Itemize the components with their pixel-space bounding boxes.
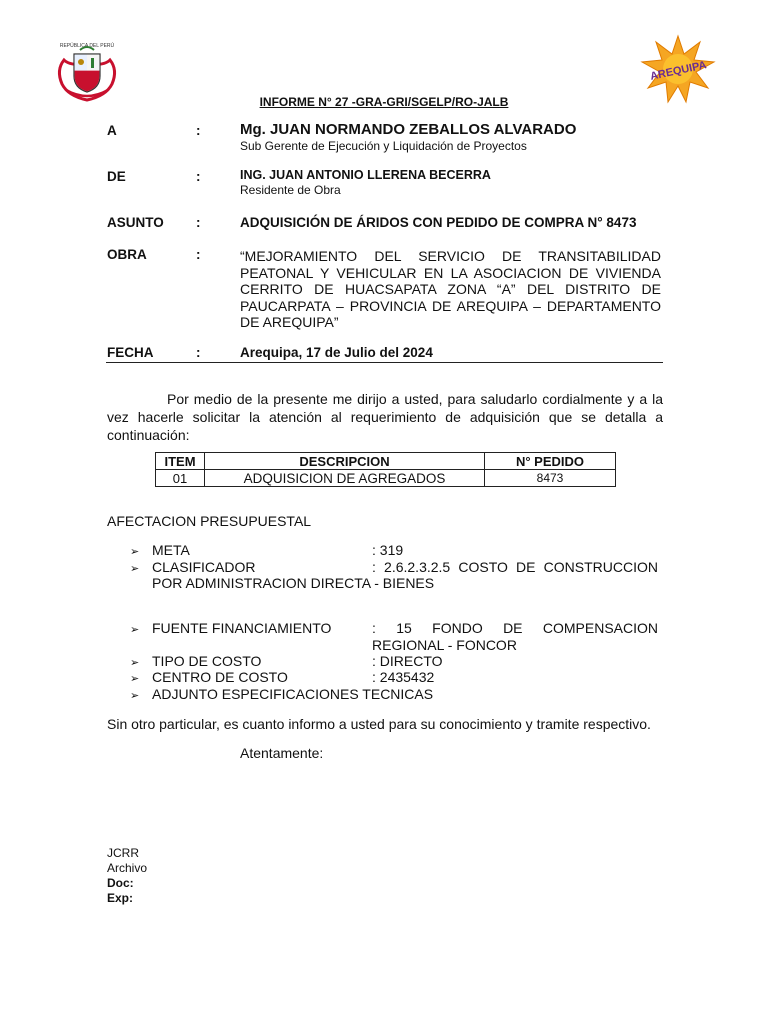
arrow-bullet-icon: ➢ [130, 563, 140, 575]
a-colon: : [196, 123, 201, 138]
centro-value: : 2435432 [372, 669, 435, 685]
list-item [130, 542, 190, 561]
fuente-label: FUENTE FINANCIAMIENTO [152, 620, 332, 636]
arrow-bullet-icon: ➢ [130, 546, 140, 558]
clasificador-label: CLASIFICADOR [152, 559, 256, 575]
informe-number: INFORME N° 27 -GRA-GRI/SGELP/RO-JALB [259, 95, 509, 109]
footer-archivo: Archivo [107, 861, 148, 875]
recipient-name: Mg. JUAN NORMANDO ZEBALLOS ALVARADO [240, 121, 577, 138]
de-label: DE [107, 169, 126, 184]
clasificador-value: : 2.6.2.3.2.5 COSTO DE CONSTRUCCION [372, 559, 658, 575]
recipient-role: Sub Gerente de Ejecución y Liquidación de Proyectos [240, 139, 527, 153]
clasificador-continuation: POR ADMINISTRACION DIRECTA - BIENES [152, 575, 435, 591]
tipo-label: TIPO DE COSTO [152, 653, 262, 669]
tipo-value: : DIRECTO [372, 653, 443, 669]
atentamente: Atentamente: [240, 745, 324, 761]
arequipa-sun-logo [640, 34, 716, 104]
items-table [155, 452, 616, 487]
de-colon: : [196, 169, 201, 184]
footer-doc: Doc: [107, 876, 134, 890]
adjunto-label: ADJUNTO ESPECIFICACIONES TECNICAS [152, 686, 434, 702]
asunto-text: ADQUISICIÓN DE ÁRIDOS CON PEDIDO DE COMPRA N° 8473 [240, 215, 637, 230]
arrow-bullet-icon: ➢ [130, 657, 140, 669]
cell-descripcion: ADQUISICION DE AGREGADOS [205, 470, 485, 487]
asunto-colon: : [196, 215, 201, 230]
arrow-bullet-icon: ➢ [130, 624, 140, 636]
coat-of-arms-lettering: REPÚBLICA DEL PERÚ [59, 43, 115, 49]
cell-item: 01 [156, 470, 205, 487]
fecha-colon: : [196, 345, 201, 360]
header-divider [106, 362, 663, 363]
arequipa-logo-lettering: AREQUIPA [649, 59, 708, 83]
centro-label: CENTRO DE COSTO [152, 669, 288, 685]
sender-name: ING. JUAN ANTONIO LLERENA BECERRA [240, 168, 491, 182]
table-header-row [156, 453, 616, 470]
meta-value: : 319 [372, 542, 404, 558]
afectacion-title: AFECTACION PRESUPUESTAL [107, 513, 312, 529]
fuente-value: : 15 FONDO DE COMPENSACION [372, 620, 658, 636]
table-row [156, 470, 616, 487]
fuente-continuation: REGIONAL - FONCOR [372, 637, 517, 653]
arrow-bullet-icon: ➢ [130, 690, 140, 702]
col-header-descripcion: DESCRIPCION [205, 453, 485, 470]
fecha-label: FECHA [107, 345, 154, 360]
footer-initials: JCRR [107, 846, 139, 860]
fecha-text: Arequipa, 17 de Julio del 2024 [240, 345, 433, 360]
footer-exp: Exp: [107, 891, 134, 905]
asunto-label: ASUNTO [107, 215, 164, 230]
obra-label: OBRA [107, 247, 147, 262]
obra-colon: : [196, 247, 201, 262]
obra-text: “MEJORAMIENTO DEL SERVICIO DE TRANSITABILIDAD PEATONAL Y VEHICULAR EN LA ASOCIACION DE VIVIENDA CERRITO DE HUACSAPATA ZONA “A” DEL DISTRITO DE PAUCARPATA – PROVINCIA DE AREQUIPA – DEPARTAMENTO DE AREQUIPA” [240, 248, 661, 330]
cell-pedido: 8473 [485, 470, 616, 487]
meta-label: META [152, 542, 190, 558]
col-header-pedido: N° PEDIDO [485, 453, 616, 470]
col-header-item: ITEM [156, 453, 205, 470]
closing-paragraph: Sin otro particular, es cuanto informo a usted para su conocimiento y tramite respectivo. [107, 716, 651, 732]
list-item [130, 669, 288, 688]
a-label: A [107, 123, 117, 138]
list-item [130, 686, 433, 705]
list-item [130, 620, 331, 639]
sender-role: Residente de Obra [240, 183, 341, 197]
intro-paragraph: Por medio de la presente me dirijo a usted, para saludarlo cordialmente y a la vez hacerle solicitar la atención al requerimiento de adquisición que se detalla a continuación: [107, 391, 663, 443]
arrow-bullet-icon: ➢ [130, 673, 140, 685]
